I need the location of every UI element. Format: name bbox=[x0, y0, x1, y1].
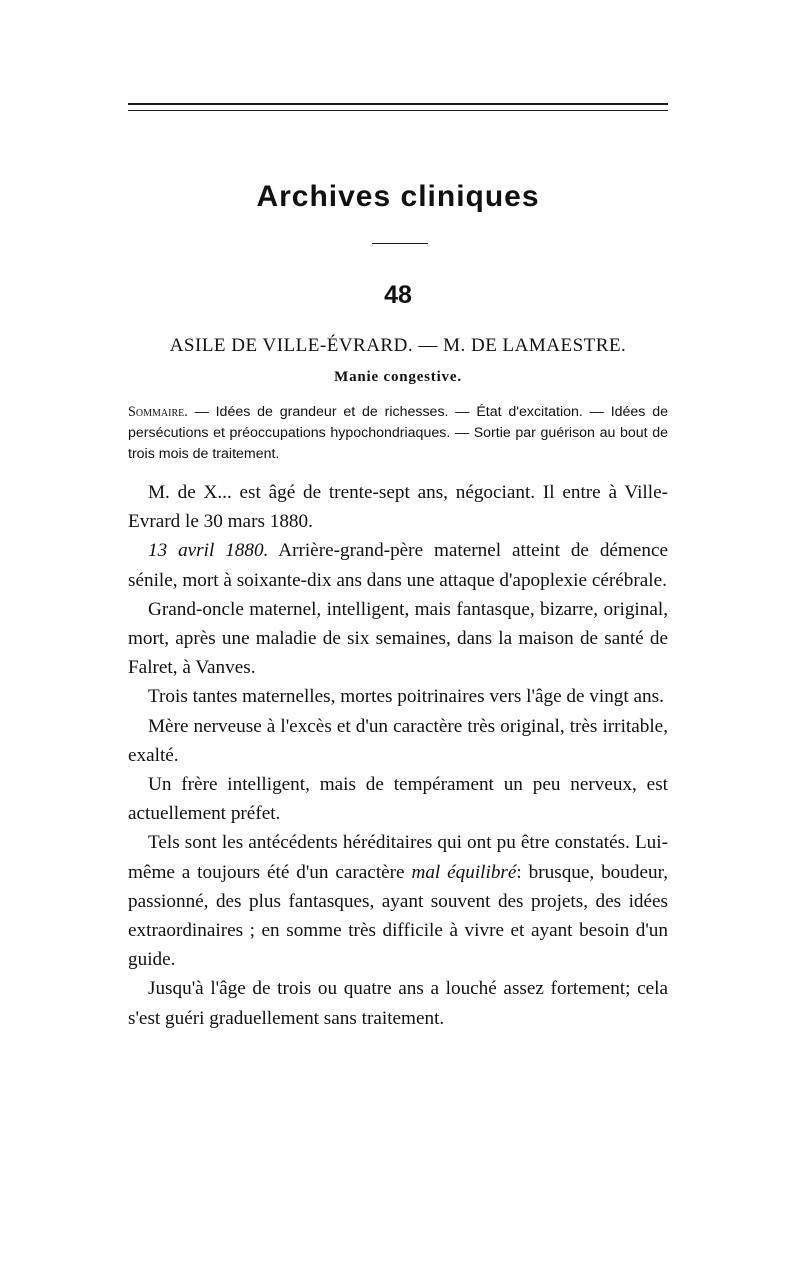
paragraph-2-date: 13 avril 1880. bbox=[148, 540, 269, 562]
paragraph-2-text: Arrière-grand-père maternel atteint de démence sénile, mort à soixante-dix ans dans une attaque d'apoplexie cérébrale. bbox=[128, 540, 669, 591]
paragraph-6: Un frère intelligent, mais de tempérament un peu nerveux, est actuellement préfet. bbox=[128, 774, 668, 825]
paragraph-4: Trois tantes maternelles, mortes poitrinaires vers l'âge de vingt ans. bbox=[148, 686, 664, 708]
paragraph-7-emphasis: mal équilibré bbox=[411, 861, 517, 883]
paragraph-3: Grand-oncle maternel, intelligent, mais fantasque, bizarre, original, mort, après une maladie de six semaines, dans la maison de santé de Falret, à Vanves. bbox=[128, 598, 668, 679]
section-title: Archives cliniques bbox=[256, 180, 540, 213]
paragraph-1: M. de X... est âgé de trente-sept ans, négociant. Il entre à Ville-Evrard le 30 mars 1880. bbox=[128, 482, 668, 533]
title-divider bbox=[372, 243, 428, 244]
institution-heading: ASILE DE VILLE-ÉVRARD. — M. DE LAMAESTRE. bbox=[169, 335, 627, 356]
case-summary bbox=[128, 402, 668, 465]
diagnosis-heading: Manie congestive. bbox=[334, 369, 462, 385]
paragraph-2 bbox=[128, 536, 668, 594]
paragraph-5: Mère nerveuse à l'excès et d'un caractère très original, très irritable, exalté. bbox=[128, 715, 668, 766]
case-body bbox=[128, 478, 668, 1033]
paragraph-7-text-a: Tels sont les antécédents héréditaires qui ont pu être constatés. Lui-même a toujours été d'un caractère bbox=[128, 832, 668, 883]
paragraph-7-text-b: : brusque, boudeur, passionné, des plus fantasques, ayant souvent des projets, des idées extraordinaires ; en somme très difficile à vivre et ayant besoin d'un guide. bbox=[128, 861, 668, 971]
paragraph-7 bbox=[128, 828, 668, 974]
summary-text: — Idées de grandeur et de richesses. — État d'excitation. — Idées de persécutions et préoccupations hypochondriaques. — Sortie par guérison au bout de trois mois de traitement. bbox=[128, 404, 668, 462]
paragraph-8: Jusqu'à l'âge de trois ou quatre ans a louché assez fortement; cela s'est guéri graduellement sans traitement. bbox=[128, 978, 668, 1029]
header-rule-thick bbox=[128, 103, 668, 105]
header-rule-thin bbox=[128, 110, 668, 111]
summary-label: Sommaire. bbox=[128, 404, 188, 420]
case-number: 48 bbox=[384, 281, 412, 309]
